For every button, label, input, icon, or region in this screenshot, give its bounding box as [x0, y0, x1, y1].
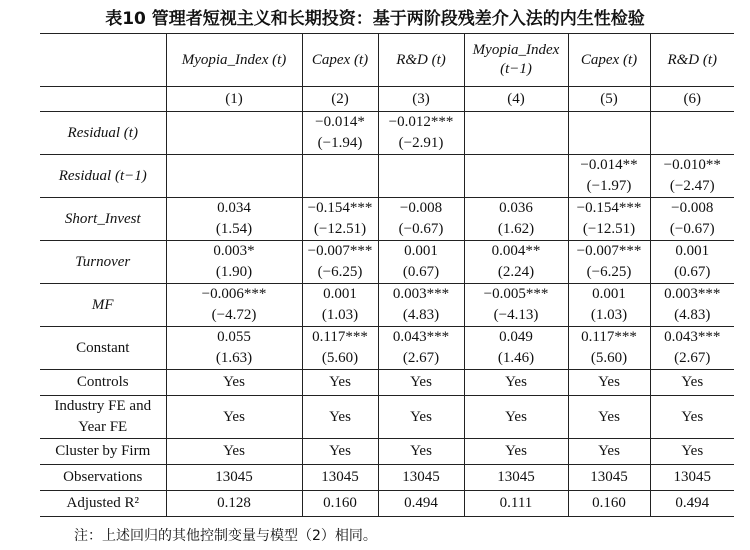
row-label: Cluster by Firm [40, 439, 166, 465]
coefficient-rows [40, 112, 734, 370]
coefficient-cell [568, 112, 650, 155]
table-row [40, 198, 734, 241]
coefficient-cell [166, 155, 302, 198]
coefficient-cell [568, 327, 650, 370]
row-label: Observations [40, 465, 166, 491]
coefficient-value: 0.034 [217, 200, 251, 216]
coefficient-cell [464, 155, 568, 198]
header-corner [40, 34, 166, 87]
table-title: 表10 管理者短视主义和长期投资：基于两阶段残差介入法的内生性检验 [105, 9, 645, 29]
coefficient-cell [166, 112, 302, 155]
row-label: Residual (t−1) [40, 155, 166, 198]
table-cell: Yes [464, 439, 568, 465]
t-statistic: (4.83) [674, 307, 711, 323]
coefficient-cell [302, 327, 378, 370]
coefficient-value: −0.154*** [307, 200, 373, 216]
coefficient-value: 0.003* [213, 243, 255, 259]
table-cell: Yes [378, 439, 464, 465]
table-cell: 0.494 [378, 491, 464, 517]
coefficient-cell [378, 241, 464, 284]
t-statistic: (2.67) [402, 350, 440, 366]
table-row [40, 465, 734, 491]
coefficient-value: −0.006*** [201, 286, 267, 302]
coefficient-cell [302, 284, 378, 327]
table-row [40, 396, 734, 439]
coefficient-cell [378, 327, 464, 370]
coefficient-cell [302, 241, 378, 284]
column-number: (4) [464, 87, 568, 112]
coefficient-value: −0.007*** [307, 243, 373, 259]
table-cell: 0.494 [650, 491, 734, 517]
coefficient-cell [464, 112, 568, 155]
coefficient-cell [302, 155, 378, 198]
coefficient-cell [568, 284, 650, 327]
table-cell: Yes [650, 439, 734, 465]
column-header: Myopia_Index (t−1) [464, 34, 568, 87]
table-cell: Yes [568, 396, 650, 439]
t-statistic: (−6.25) [586, 264, 632, 280]
t-statistic: (−0.67) [398, 221, 444, 237]
t-statistic: (−1.97) [586, 178, 632, 194]
coefficient-cell [650, 241, 734, 284]
column-number: (1) [166, 87, 302, 112]
table-cell: Yes [302, 370, 378, 396]
column-header: Myopia_Index (t) [166, 34, 302, 87]
column-number: (3) [378, 87, 464, 112]
t-statistic: (2.67) [674, 350, 711, 366]
column-number: (6) [650, 87, 734, 112]
t-statistic: (1.54) [215, 221, 253, 237]
table-cell: 13045 [568, 465, 650, 491]
coefficient-cell [650, 198, 734, 241]
table-row [40, 491, 734, 517]
table-cell: 0.160 [302, 491, 378, 517]
coefficient-cell [464, 327, 568, 370]
row-label: Constant [40, 327, 166, 370]
coefficient-cell [464, 284, 568, 327]
t-statistic: (1.03) [321, 307, 359, 323]
table-row [40, 112, 734, 155]
table-row [40, 370, 734, 396]
table-row [40, 439, 734, 465]
coefficient-value: −0.014* [315, 114, 365, 130]
coefficient-value: 0.117*** [581, 329, 637, 345]
table-row [40, 155, 734, 198]
coefficient-value: −0.008 [399, 200, 443, 216]
coefficient-cell [464, 241, 568, 284]
column-header: R&D (t) [378, 34, 464, 87]
table-cell: Yes [464, 396, 568, 439]
coefficient-cell [378, 155, 464, 198]
table-row [40, 284, 734, 327]
coefficient-value: 0.001 [323, 286, 357, 302]
coefficient-cell [650, 112, 734, 155]
t-statistic: (1.46) [497, 350, 535, 366]
coefficient-cell [166, 327, 302, 370]
coefficient-value: 0.117*** [312, 329, 368, 345]
row-label: Adjusted R² [40, 491, 166, 517]
table-cell: Yes [166, 396, 302, 439]
row-label: Turnover [40, 241, 166, 284]
t-statistic: (1.63) [215, 350, 253, 366]
coefficient-value: 0.055 [217, 329, 251, 345]
table-cell: 13045 [378, 465, 464, 491]
coefficient-value: 0.043*** [664, 329, 721, 345]
coefficient-cell [166, 198, 302, 241]
column-header: Capex (t) [302, 34, 378, 87]
table-cell: Yes [568, 439, 650, 465]
row-label: Industry FE and Year FE [40, 396, 166, 439]
coefficient-cell [464, 198, 568, 241]
coefficient-value: 0.001 [404, 243, 438, 259]
t-statistic: (−2.91) [398, 135, 444, 151]
t-statistic: (−2.47) [669, 178, 715, 194]
coefficient-value: −0.007*** [576, 243, 642, 259]
row-label: Controls [40, 370, 166, 396]
table-cell: Yes [378, 370, 464, 396]
t-statistic: (−12.51) [582, 221, 636, 237]
coefficient-value: 0.004** [491, 243, 541, 259]
coefficient-value: 0.049 [499, 329, 533, 345]
header-row [40, 34, 734, 87]
column-number: (5) [568, 87, 650, 112]
coefficient-cell [568, 198, 650, 241]
coefficient-cell [302, 112, 378, 155]
t-statistic: (2.24) [497, 264, 535, 280]
table-cell: 0.160 [568, 491, 650, 517]
footer-rows [40, 370, 734, 517]
coefficient-cell [378, 112, 464, 155]
coefficient-cell [166, 284, 302, 327]
t-statistic: (−6.25) [317, 264, 363, 280]
t-statistic: (5.60) [321, 350, 359, 366]
coefficient-value: 0.036 [499, 200, 533, 216]
coefficient-cell [302, 198, 378, 241]
coefficient-value: 0.001 [675, 243, 710, 259]
coefficient-cell [166, 241, 302, 284]
coefficient-value: −0.154*** [576, 200, 642, 216]
table-cell: Yes [650, 396, 734, 439]
t-statistic: (0.67) [402, 264, 440, 280]
table-cell: 13045 [166, 465, 302, 491]
coefficient-cell [378, 284, 464, 327]
row-label: Short_Invest [40, 198, 166, 241]
column-header: Capex (t) [568, 34, 650, 87]
table-cell: 0.128 [166, 491, 302, 517]
t-statistic: (−1.94) [317, 135, 363, 151]
table-cell: Yes [568, 370, 650, 396]
coefficient-cell [650, 155, 734, 198]
t-statistic: (−12.51) [313, 221, 367, 237]
t-statistic: (−4.72) [211, 307, 257, 323]
coefficient-value: 0.003*** [664, 286, 721, 302]
table-cell: Yes [302, 439, 378, 465]
t-statistic: (−0.67) [669, 221, 715, 237]
column-header: R&D (t) [650, 34, 734, 87]
t-statistic: (1.03) [590, 307, 628, 323]
coefficient-value: 0.001 [592, 286, 626, 302]
table-cell: Yes [464, 370, 568, 396]
table-cell: 13045 [302, 465, 378, 491]
table-row [40, 241, 734, 284]
table-cell: Yes [650, 370, 734, 396]
coefficient-value: −0.012*** [388, 114, 454, 130]
t-statistic: (0.67) [674, 264, 711, 280]
t-statistic: (−4.13) [493, 307, 539, 323]
t-statistic: (1.62) [497, 221, 535, 237]
coefficient-value: −0.008 [671, 200, 714, 216]
table-cell: Yes [378, 396, 464, 439]
t-statistic: (5.60) [590, 350, 628, 366]
table-cell: Yes [166, 370, 302, 396]
table-cell: Yes [302, 396, 378, 439]
coefficient-value: 0.043*** [392, 329, 450, 345]
table-cell: 13045 [464, 465, 568, 491]
column-number: (2) [302, 87, 378, 112]
coefficient-value: −0.005*** [483, 286, 549, 302]
coefficient-cell [378, 198, 464, 241]
row-label: MF [40, 284, 166, 327]
t-statistic: (4.83) [402, 307, 440, 323]
regression-table [40, 33, 734, 517]
row-label: Residual (t) [40, 112, 166, 155]
coefficient-cell [568, 241, 650, 284]
table-cell: Yes [166, 439, 302, 465]
coefficient-value: −0.010** [663, 157, 721, 173]
table-cell: 13045 [650, 465, 734, 491]
coefficient-value: 0.003*** [392, 286, 450, 302]
column-number-row [40, 87, 734, 112]
coefficient-value: −0.014** [580, 157, 638, 173]
coefficient-cell [650, 284, 734, 327]
table-row [40, 327, 734, 370]
t-statistic: (1.90) [215, 264, 253, 280]
table-cell: 0.111 [464, 491, 568, 517]
coefficient-cell [568, 155, 650, 198]
table-note: 注：上述回归的其他控制变量与模型（2）相同。 [74, 528, 377, 544]
coefficient-cell [650, 327, 734, 370]
